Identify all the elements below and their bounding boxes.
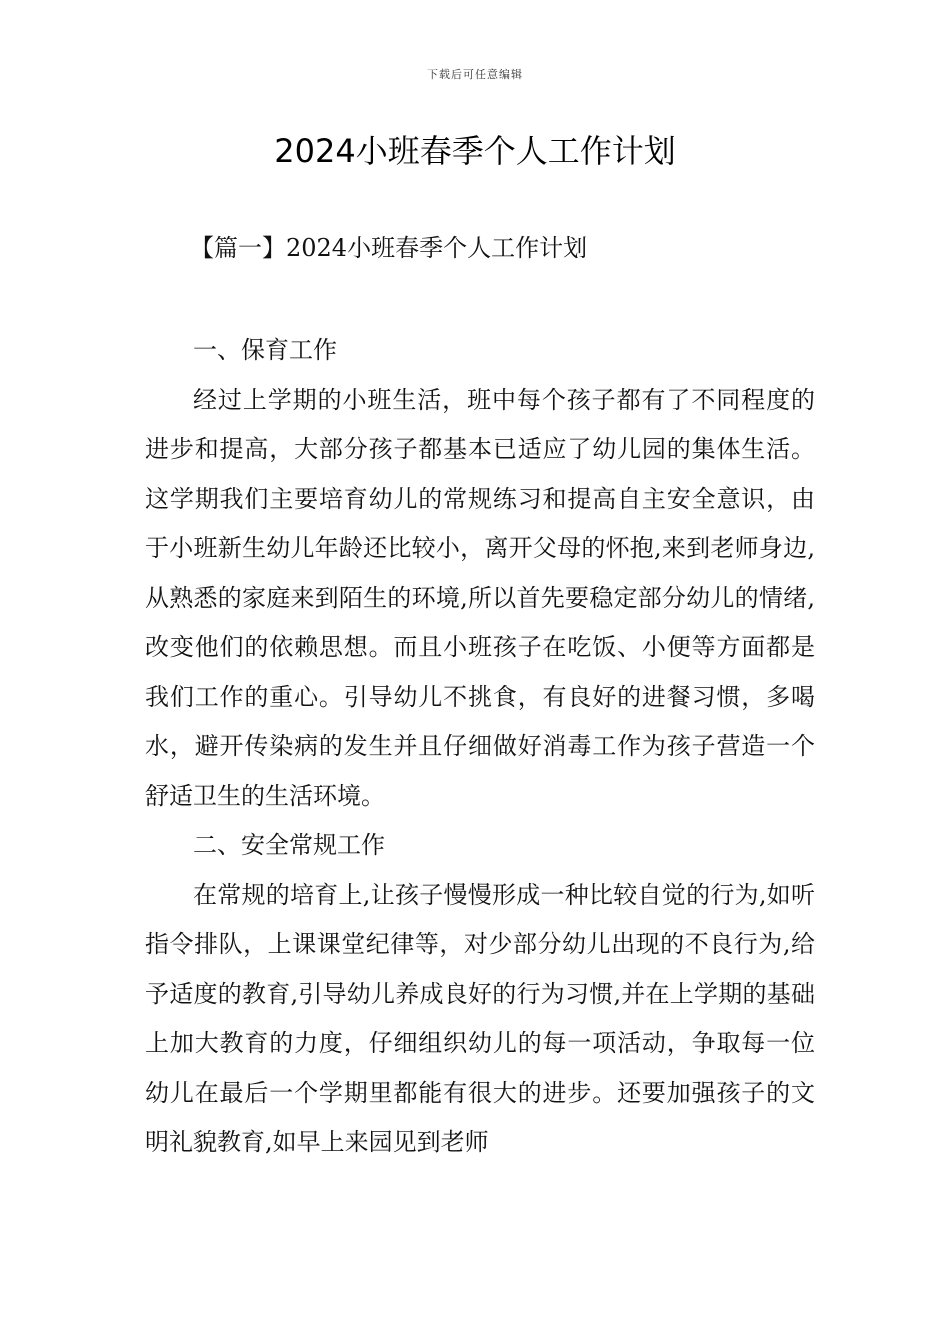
body-paragraph-2: 在常规的培育上,让孩子慢慢形成一种比较自觉的行为,如听指令排队，上课课堂纪律等，对少部分幼儿出现的不良行为,给予适度的教育,引导幼儿养成良好的行为习惯,并在上学期的基础上加大教育的力度，仔细组织幼儿的每一项活动，争取每一位幼儿在最后一个学期里都能有很大的进步。还要加强孩子的文明礼貌教育,如早上来园见到老师 [145,880,815,1156]
document-title: 2024小班春季个人工作计划 [274,132,676,170]
section-subtitle: 【篇一】2024小班春季个人工作计划 [190,234,588,262]
document-body [145,326,815,1168]
header-note: 下载后可任意编辑 [427,68,523,81]
section-heading-1: 一、保育工作 [193,336,337,364]
section-heading-2: 二、安全常规工作 [193,831,385,859]
body-paragraph-1: 经过上学期的小班生活，班中每个孩子都有了不同程度的进步和提高，大部分孩子都基本已适应了幼儿园的集体生活。这学期我们主要培育幼儿的常规练习和提高自主安全意识，由于小班新生幼儿年龄还比较小，离开父母的怀抱,来到老师身边,从熟悉的家庭来到陌生的环境,所以首先要稳定部分幼儿的情绪,改变他们的依赖思想。而且小班孩子在吃饭、小便等方面都是我们工作的重心。引导幼儿不挑食，有良好的进餐习惯，多喝水，避开传染病的发生并且仔细做好消毒工作为孩子营造一个舒适卫生的生活环境。 [145,385,815,810]
